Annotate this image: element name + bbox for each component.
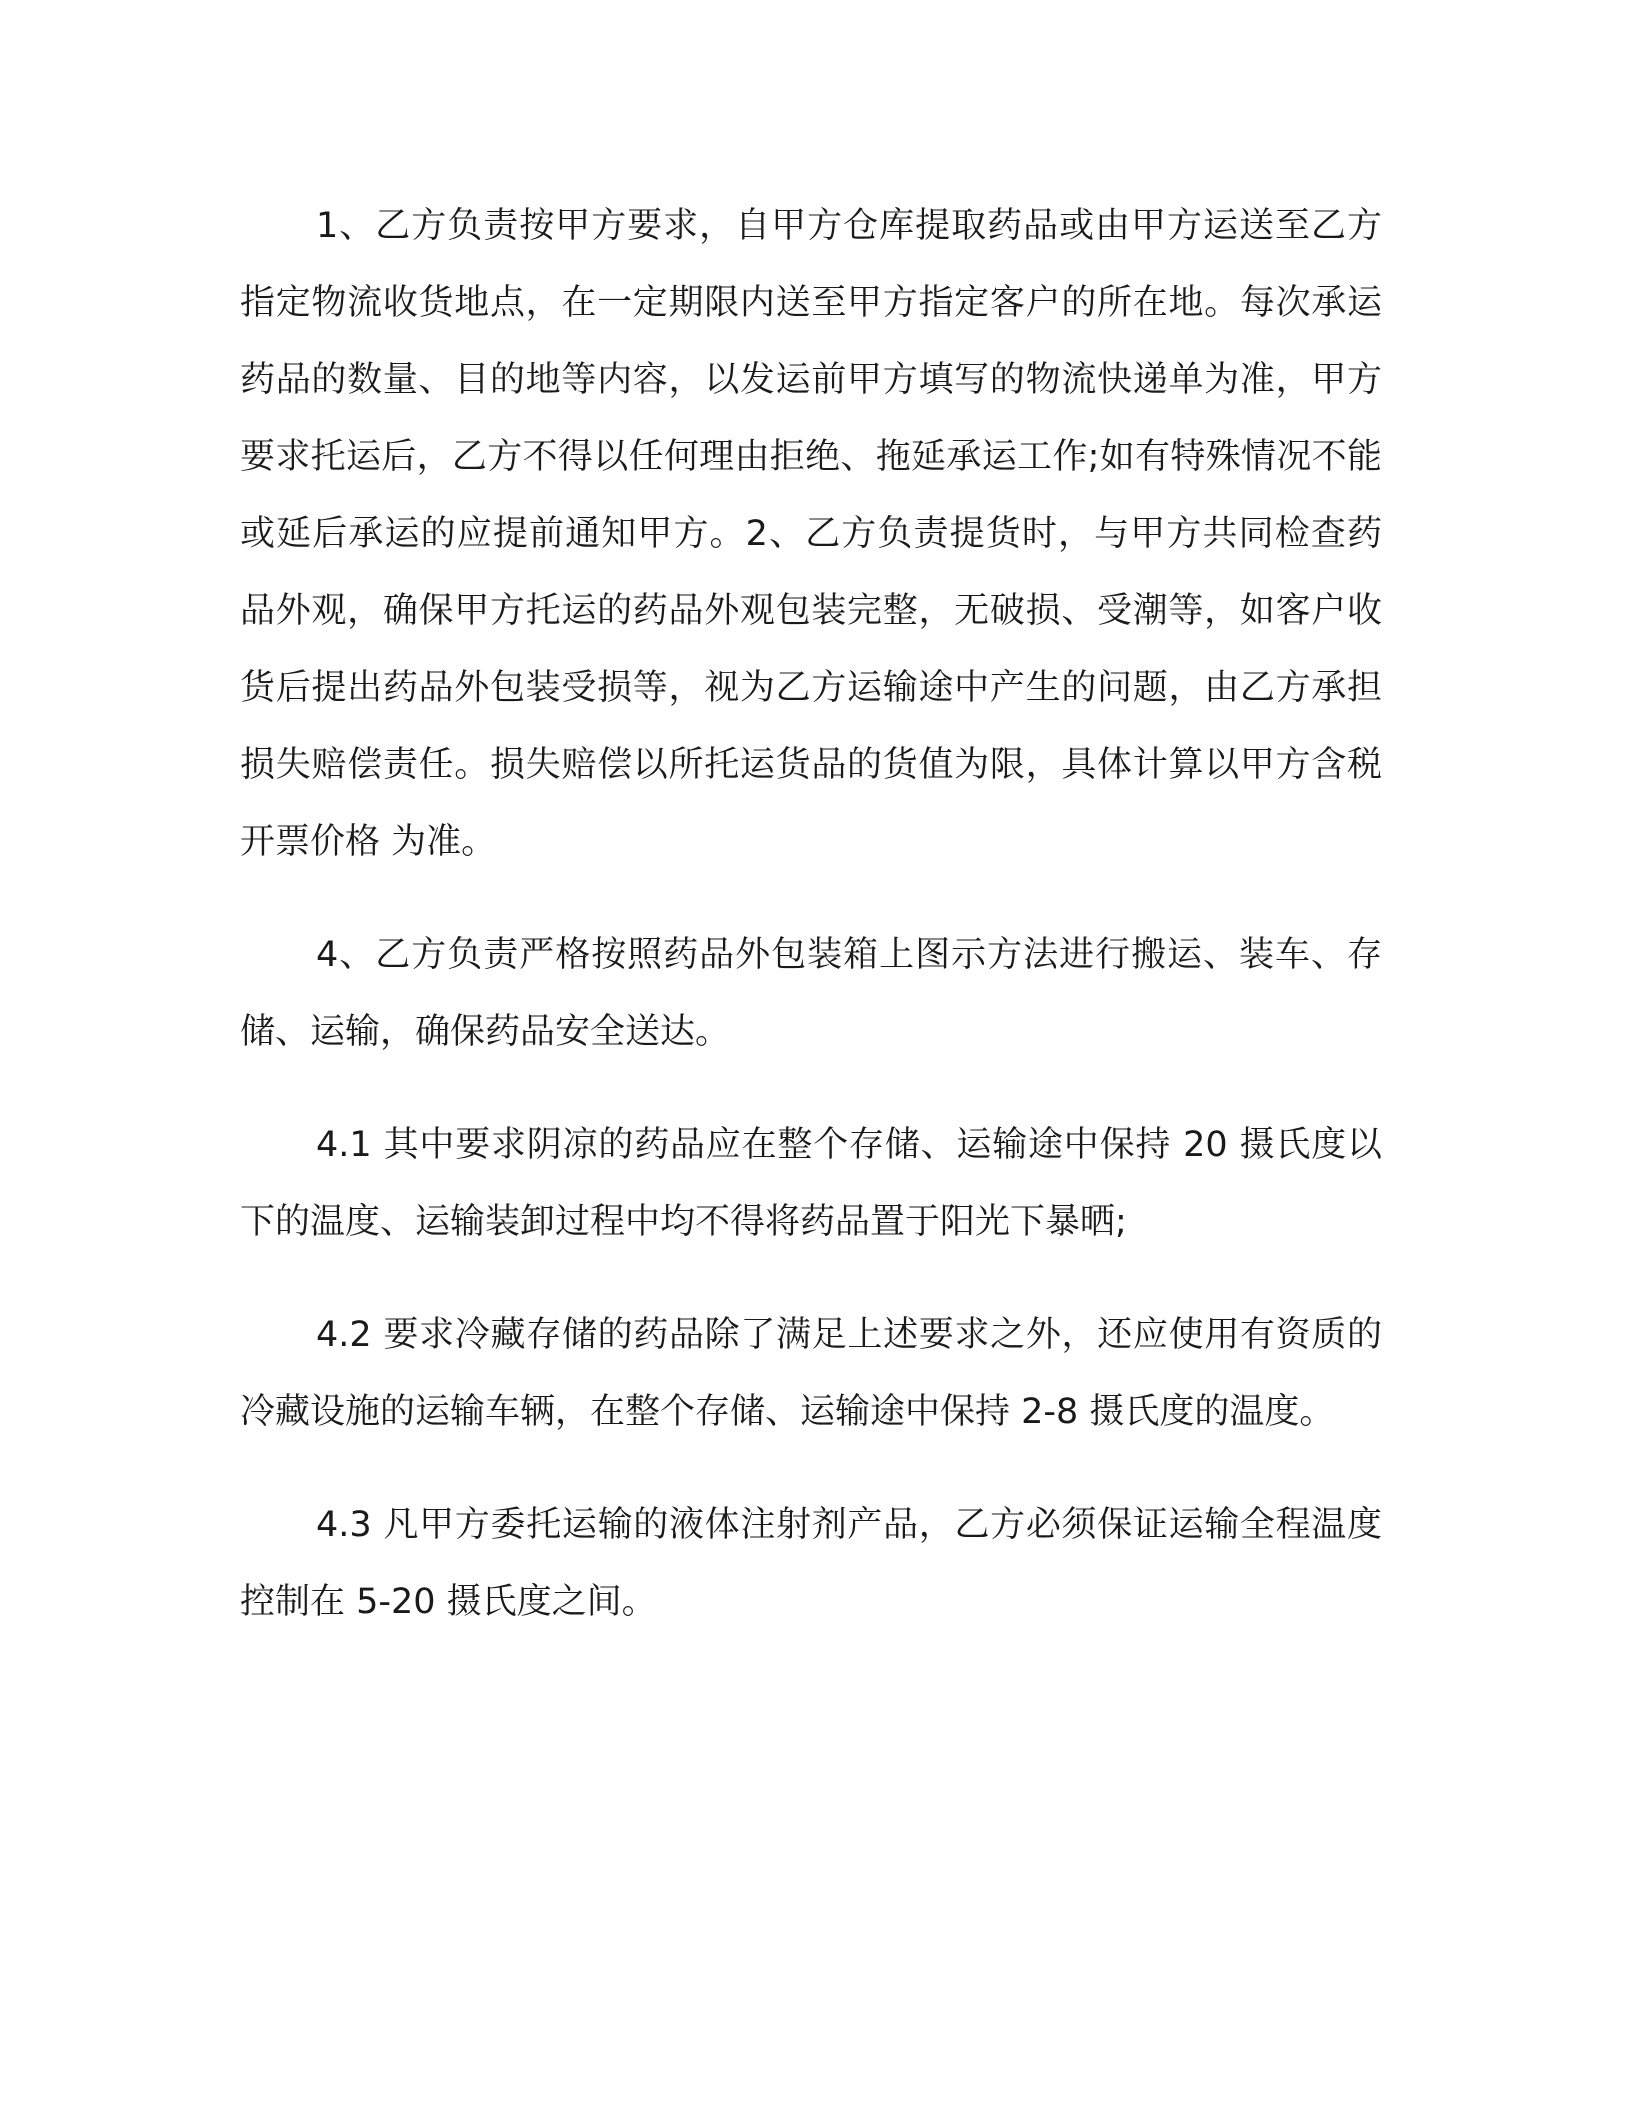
document-body [240,188,1382,1677]
paragraph-clause-4-2: 4.2 要求冷藏存储的药品除了满足上述要求之外，还应使用有资质的冷藏设施的运输车辆，在整个存储、运输途中保持 2-8 摄氏度的温度。 [240,1315,1382,1432]
paragraph-clause-4-3: 4.3 凡甲方委托运输的液体注射剂产品，乙方必须保证运输全程温度控制在 5-20 摄氏度之间。 [240,1505,1382,1622]
paragraph-clause-1-2: 1、乙方负责按甲方要求，自甲方仓库提取药品或由甲方运送至乙方指定物流收货地点，在一定期限内送至甲方指定客户的所在地。每次承运药品的数量、目的地等内容，以发运前甲方填写的物流快递单为准，甲方要求托运后，乙方不得以任何理由拒绝、拖延承运工作;如有特殊情况不能或延后承运的应提前通知甲方。2、乙方负责提货时，与甲方共同检查药品外观，确保甲方托运的药品外观包装完整，无破损、受潮等，如客户收货后提出药品外包装受损等，视为乙方运输途中产生的问题，由乙方承担损失赔偿责任。损失赔偿以所托运货品的货值为限，具体计算以甲方含税开票价格 为准。 [240,206,1382,862]
paragraph-clause-4-1: 4.1 其中要求阴凉的药品应在整个存储、运输途中保持 20 摄氏度以下的温度、运输装卸过程中均不得将药品置于阳光下暴晒; [240,1125,1382,1242]
paragraph-clause-4: 4、乙方负责严格按照药品外包装箱上图示方法进行搬运、装车、存储、运输，确保药品安全送达。 [240,935,1382,1052]
